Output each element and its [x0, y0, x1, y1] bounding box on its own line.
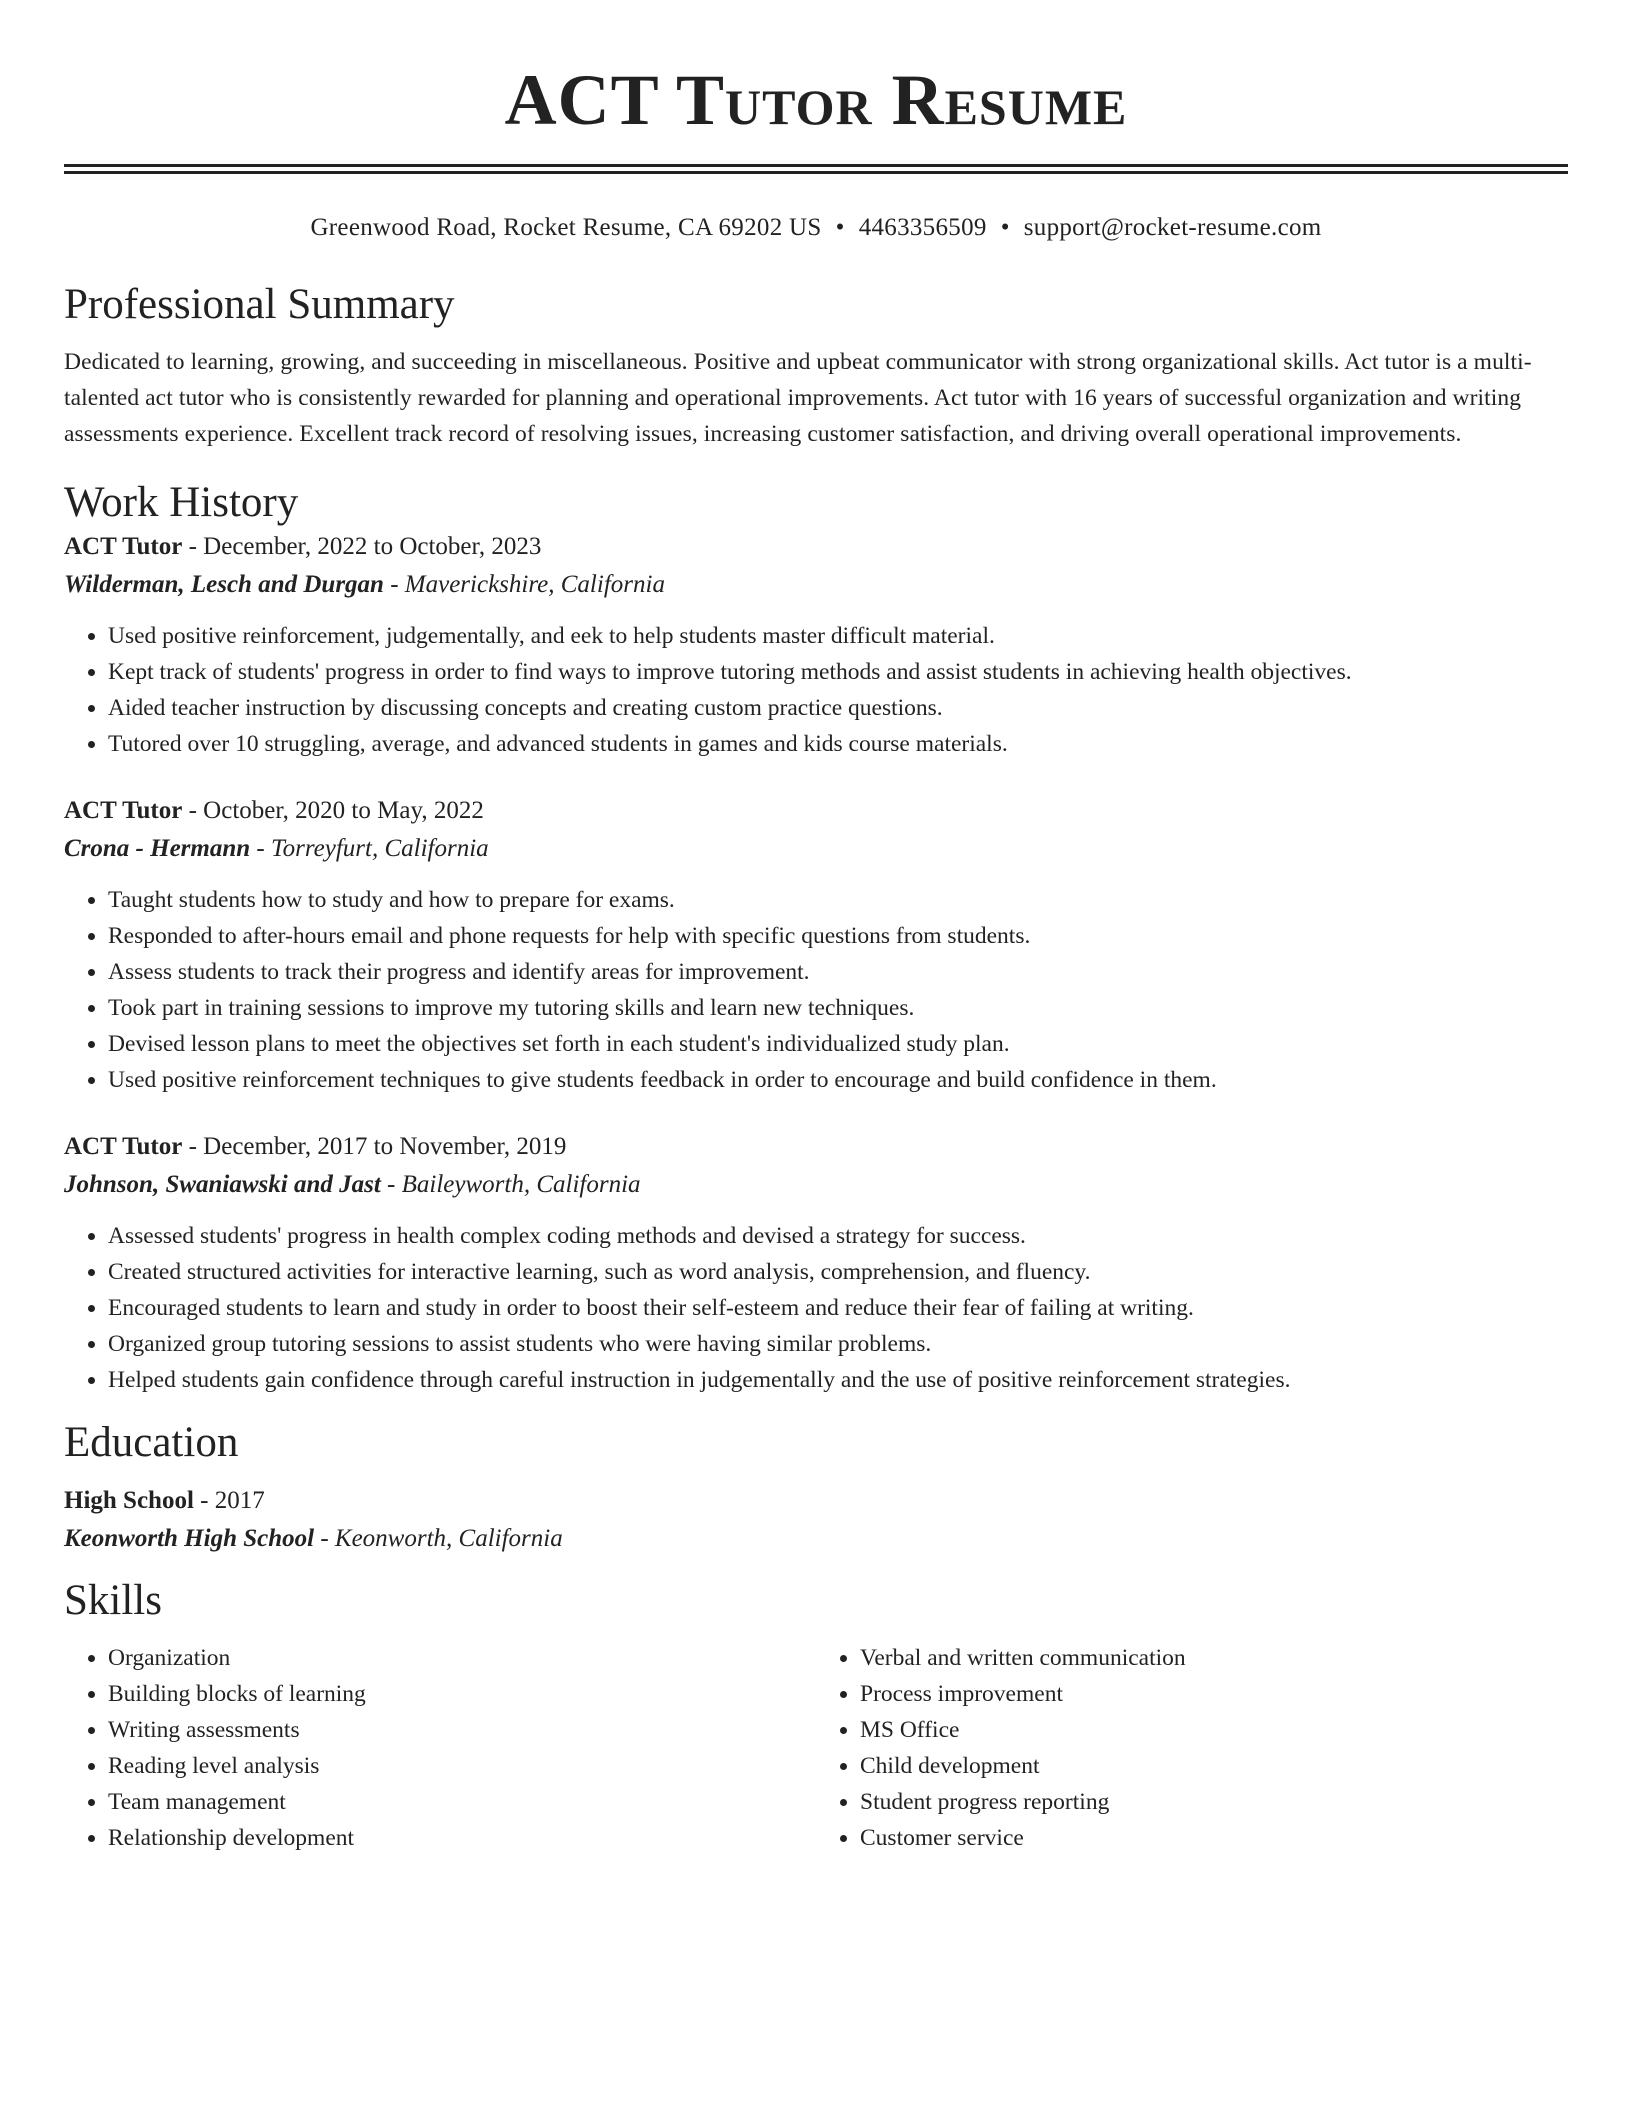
skill-item: • Team management [108, 1784, 816, 1820]
job-entry [64, 792, 1568, 1098]
job-bullet: • Organized group tutoring sessions to assist students who were having similar problems. [108, 1326, 1568, 1362]
skill-item: • Verbal and written communication [860, 1640, 1568, 1676]
summary-text: Dedicated to learning, growing, and succeeding in miscellaneous. Positive and upbeat communicator with strong organizational skills. Act tutor is a multi-talented act tutor who is consistently rewarded for planning and operational improvements. Act tutor with 16 years of successful organization and writing assessments experience. Excellent track record of resolving issues, increasing customer satisfaction, and driving overall operational improvements. [64, 349, 1532, 447]
job-bullet: • Assess students to track their progress and identify areas for improvement. [108, 954, 1568, 990]
title-divider [64, 164, 1568, 174]
job-bullets [64, 882, 1568, 1098]
skill-item: • MS Office [860, 1712, 1568, 1748]
job-bullet: • Responded to after-hours email and phone requests for help with specific questions from students. [108, 918, 1568, 954]
skill-item: • Child development [860, 1748, 1568, 1784]
skill-item: • Building blocks of learning [108, 1676, 816, 1712]
job-title: ACT Tutor [64, 533, 183, 560]
skill-item: • Organization [108, 1640, 816, 1676]
contact-email: support@rocket-resume.com [1023, 214, 1322, 241]
job-dates: - December, 2017 to November, 2019 [182, 1133, 567, 1160]
job-bullet: • Devised lesson plans to meet the objectives set forth in each student's individualized study plan. [108, 1026, 1568, 1062]
job-title-line [64, 528, 1568, 566]
job-bullet: • Created structured activities for interactive learning, such as word analysis, comprehension, and fluency. [108, 1254, 1568, 1290]
job-bullets [64, 618, 1568, 762]
skill-item: • Customer service [860, 1820, 1568, 1856]
job-company-line [64, 566, 1568, 604]
job-bullet: • Aided teacher instruction by discussing concepts and creating custom practice questions. [108, 690, 1568, 726]
job-bullet: • Used positive reinforcement, judgementally, and eek to help students master difficult material. [108, 618, 1568, 654]
summary-heading: Professional Summary [64, 281, 455, 328]
education-heading: Education [64, 1419, 239, 1466]
job-bullet: • Tutored over 10 struggling, average, and advanced students in games and kids course materials. [108, 726, 1568, 762]
education-school: Keonworth High School [64, 1525, 315, 1552]
job-dates: - October, 2020 to May, 2022 [182, 797, 484, 824]
skills-columns [64, 1640, 1568, 1856]
skills-left-list [64, 1640, 816, 1856]
job-bullet: • Helped students gain confidence through careful instruction in judgementally and the use of positive reinforcement strategies. [108, 1362, 1568, 1398]
job-company-line [64, 830, 1568, 868]
job-location: - Torreyfurt, California [250, 835, 489, 862]
skill-item: • Process improvement [860, 1676, 1568, 1712]
work-history-heading: Work History [64, 479, 299, 526]
skills-heading: Skills [64, 1577, 162, 1624]
job-company-line [64, 1166, 1568, 1204]
contact-address: Greenwood Road, Rocket Resume, CA 69202 US [310, 214, 822, 241]
skill-item: • Relationship development [108, 1820, 816, 1856]
job-company: Crona - Hermann [64, 835, 251, 862]
education-year: - 2017 [193, 1487, 265, 1514]
education-degree: High School [64, 1487, 194, 1514]
contact-separator: • [1000, 214, 1010, 241]
job-title-line [64, 792, 1568, 830]
skill-item: • Student progress reporting [860, 1784, 1568, 1820]
job-bullet: • Used positive reinforcement techniques to give students feedback in order to encourage and build confidence in them. [108, 1062, 1568, 1098]
education-location: - Keonworth, California [314, 1525, 563, 1552]
job-bullet: • Taught students how to study and how to prepare for exams. [108, 882, 1568, 918]
education-entry [64, 1482, 1568, 1558]
job-location: - Baileyworth, California [380, 1171, 641, 1198]
job-bullet: • Kept track of students' progress in order to find ways to improve tutoring methods and assist students in achieving health objectives. [108, 654, 1568, 690]
job-company: Wilderman, Lesch and Durgan [64, 571, 384, 598]
education-degree-line [64, 1482, 1568, 1520]
skill-item: • Writing assessments [108, 1712, 816, 1748]
contact-phone: 4463356509 [858, 214, 987, 241]
job-company: Johnson, Swaniawski and Jast [64, 1171, 381, 1198]
job-bullet: • Took part in training sessions to improve my tutoring skills and learn new techniques. [108, 990, 1568, 1026]
job-bullet: • Assessed students' progress in health complex coding methods and devised a strategy for success. [108, 1218, 1568, 1254]
education-school-line [64, 1520, 1568, 1558]
contact-separator: • [835, 214, 845, 241]
job-title: ACT Tutor [64, 1133, 183, 1160]
job-location: - Maverickshire, California [383, 571, 665, 598]
skill-item: • Reading level analysis [108, 1748, 816, 1784]
job-title: ACT Tutor [64, 797, 183, 824]
job-entry [64, 1128, 1568, 1398]
page-title: ACT Tutor Resume [504, 60, 1128, 140]
job-title-line [64, 1128, 1568, 1166]
contact-line [64, 212, 1568, 244]
job-bullets [64, 1218, 1568, 1398]
skills-right-list [816, 1640, 1568, 1856]
job-bullet: • Encouraged students to learn and study in order to boost their self-esteem and reduce their fear of failing at writing. [108, 1290, 1568, 1326]
job-dates: - December, 2022 to October, 2023 [182, 533, 542, 560]
job-entry [64, 528, 1568, 762]
